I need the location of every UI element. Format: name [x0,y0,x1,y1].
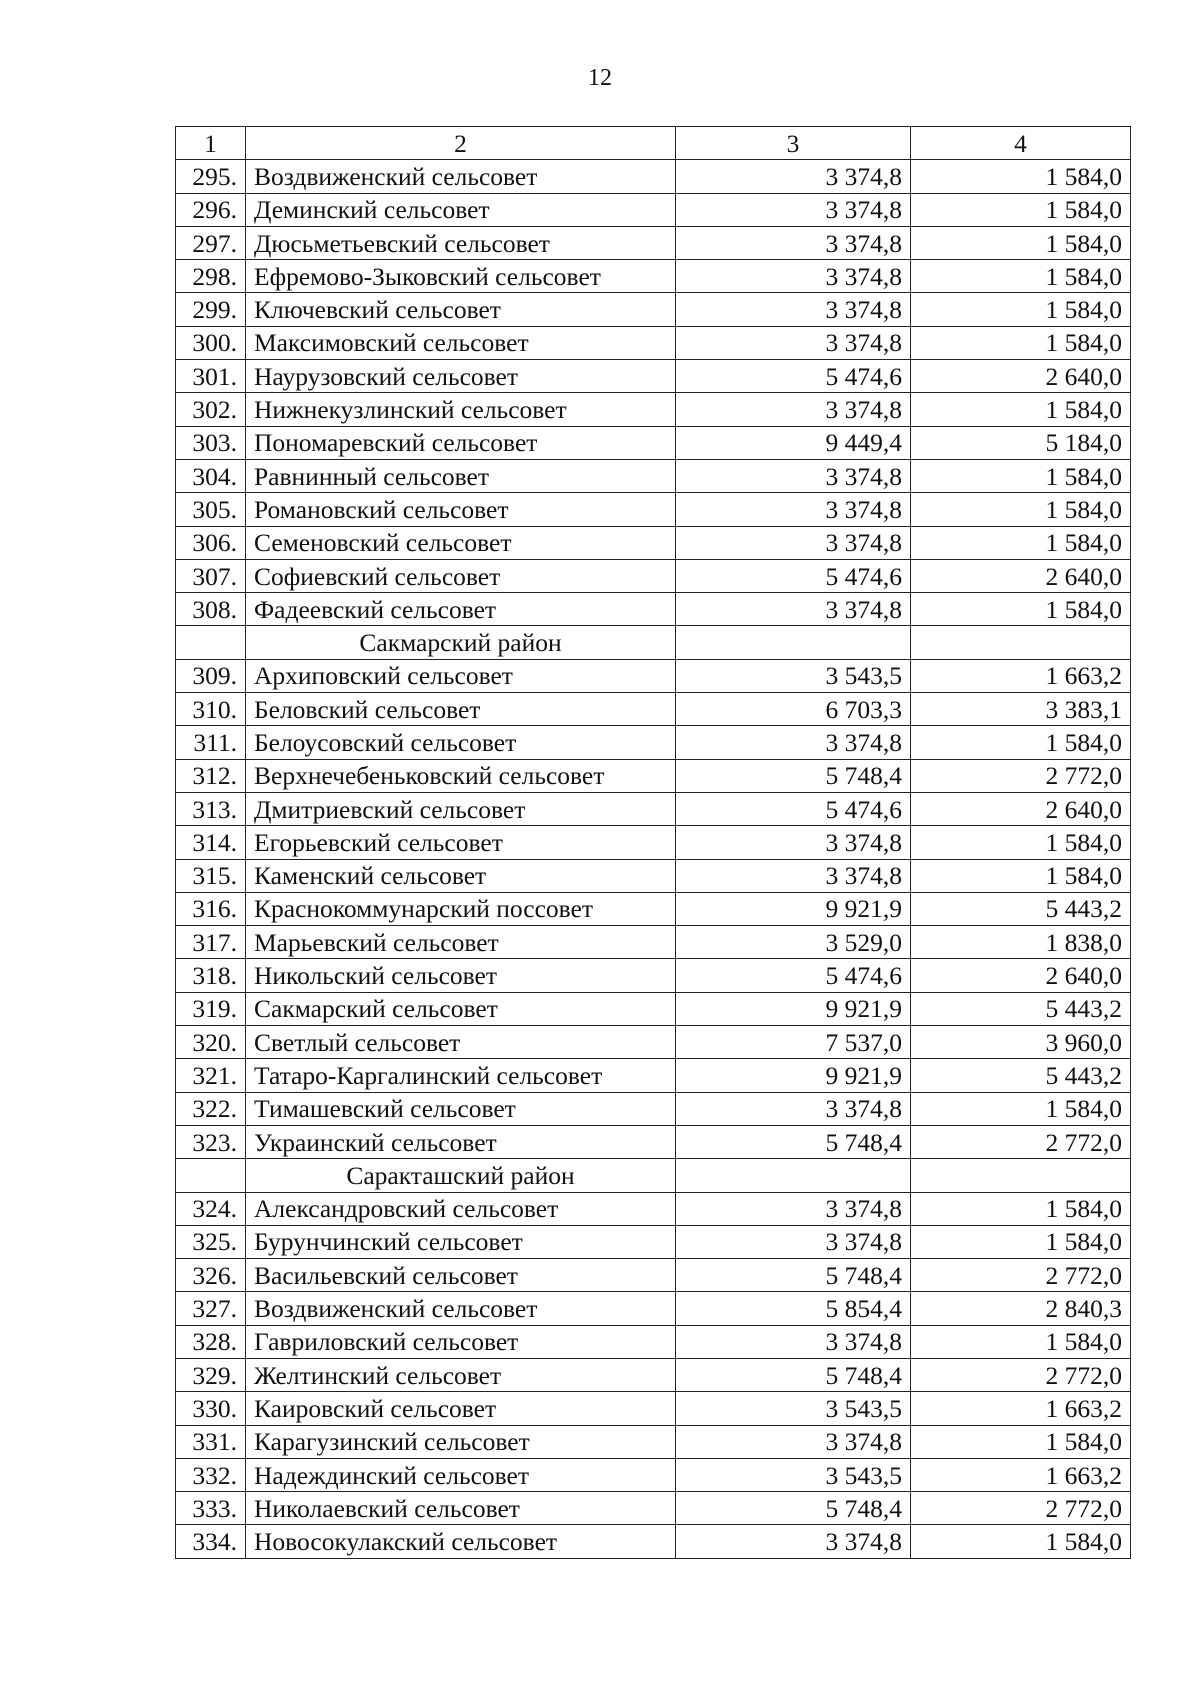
table-row [176,859,1131,892]
value-column-3: 3 374,8 [676,1225,911,1258]
table-row [176,1325,1131,1358]
value-column-3: 5 474,6 [676,559,911,592]
council-name: Васильевский сельсовет [246,1259,676,1292]
row-number: 298. [176,260,246,293]
table-row [176,892,1131,925]
council-name: Николаевский сельсовет [246,1492,676,1525]
table-row [176,1358,1131,1391]
row-number: 305. [176,493,246,526]
row-number: 321. [176,1059,246,1092]
council-name: Ключевский сельсовет [246,293,676,326]
row-number: 304. [176,459,246,492]
district-header-row [176,626,1131,659]
council-name: Нижнекузлинский сельсовет [246,393,676,426]
table-row [176,1092,1131,1125]
value-column-4: 1 584,0 [911,160,1131,193]
council-name: Воздвиженский сельсовет [246,1292,676,1325]
value-column-4: 1 584,0 [911,826,1131,859]
table-row [176,1458,1131,1491]
table-row [176,526,1131,559]
value-column-4: 1 584,0 [911,1192,1131,1225]
table-body [176,127,1131,1559]
table-row [176,1392,1131,1425]
row-number: 311. [176,726,246,759]
table-row [176,1125,1131,1158]
council-name: Тимашевский сельсовет [246,1092,676,1125]
district-empty-cell [676,1159,911,1192]
value-column-3: 5 474,6 [676,360,911,393]
value-column-4: 1 584,0 [911,593,1131,626]
value-column-4: 1 584,0 [911,293,1131,326]
value-column-3: 5 748,4 [676,1358,911,1391]
value-column-3: 3 374,8 [676,293,911,326]
table-row [176,360,1131,393]
row-number: 312. [176,759,246,792]
value-column-4: 2 772,0 [911,1259,1131,1292]
council-name: Надеждинский сельсовет [246,1458,676,1491]
value-column-4: 2 640,0 [911,792,1131,825]
row-number: 333. [176,1492,246,1525]
value-column-3: 3 374,8 [676,859,911,892]
value-column-3: 9 921,9 [676,892,911,925]
row-number: 308. [176,593,246,626]
council-name: Ефремово-Зыковский сельсовет [246,260,676,293]
value-column-4: 1 663,2 [911,659,1131,692]
council-name: Дюсьметьевский сельсовет [246,226,676,259]
row-number: 327. [176,1292,246,1325]
council-name: Фадеевский сельсовет [246,593,676,626]
council-name: Беловский сельсовет [246,693,676,726]
table-row [176,260,1131,293]
value-column-4: 3 383,1 [911,693,1131,726]
table-row [176,160,1131,193]
council-name: Наурузовский сельсовет [246,360,676,393]
table-row [176,226,1131,259]
district-empty-cell [176,1159,246,1192]
table-row [176,1059,1131,1092]
row-number: 306. [176,526,246,559]
value-column-3: 5 748,4 [676,1492,911,1525]
row-number: 295. [176,160,246,193]
council-name: Новосокулакский сельсовет [246,1525,676,1558]
council-name: Софиевский сельсовет [246,559,676,592]
value-column-3: 5 474,6 [676,792,911,825]
table-row [176,1492,1131,1525]
value-column-4: 1 663,2 [911,1458,1131,1491]
row-number: 300. [176,326,246,359]
council-name: Воздвиженский сельсовет [246,160,676,193]
table-row [176,1259,1131,1292]
value-column-3: 3 374,8 [676,393,911,426]
council-name: Никольский сельсовет [246,959,676,992]
value-column-3: 3 529,0 [676,926,911,959]
value-column-4: 1 838,0 [911,926,1131,959]
value-column-4: 1 663,2 [911,1392,1131,1425]
council-name: Гавриловский сельсовет [246,1325,676,1358]
row-number: 317. [176,926,246,959]
district-name: Сакмарский район [246,626,676,659]
council-name: Светлый сельсовет [246,1026,676,1059]
row-number: 328. [176,1325,246,1358]
value-column-4: 2 640,0 [911,959,1131,992]
district-empty-cell [676,626,911,659]
value-column-4: 1 584,0 [911,193,1131,226]
table-row [176,926,1131,959]
value-column-4: 2 640,0 [911,559,1131,592]
council-name: Татаро-Каргалинский сельсовет [246,1059,676,1092]
value-column-4: 5 184,0 [911,426,1131,459]
row-number: 299. [176,293,246,326]
value-column-3: 5 854,4 [676,1292,911,1325]
council-name: Максимовский сельсовет [246,326,676,359]
column-header-1: 1 [176,127,246,160]
table-row [176,959,1131,992]
table-row [176,726,1131,759]
value-column-3: 9 921,9 [676,992,911,1025]
value-column-3: 3 374,8 [676,1425,911,1458]
district-empty-cell [911,1159,1131,1192]
row-number: 332. [176,1458,246,1491]
council-name: Марьевский сельсовет [246,926,676,959]
council-name: Пономаревский сельсовет [246,426,676,459]
table-row [176,792,1131,825]
value-column-3: 3 374,8 [676,526,911,559]
council-name: Романовский сельсовет [246,493,676,526]
value-column-4: 2 840,3 [911,1292,1131,1325]
value-column-3: 3 543,5 [676,1392,911,1425]
value-column-3: 5 748,4 [676,1259,911,1292]
value-column-4: 1 584,0 [911,526,1131,559]
council-name: Карагузинский сельсовет [246,1425,676,1458]
value-column-4: 1 584,0 [911,859,1131,892]
value-column-4: 2 640,0 [911,360,1131,393]
value-column-3: 3 374,8 [676,160,911,193]
row-number: 310. [176,693,246,726]
council-name: Семеновский сельсовет [246,526,676,559]
value-column-4: 1 584,0 [911,260,1131,293]
row-number: 302. [176,393,246,426]
table-row [176,393,1131,426]
table-header-row [176,127,1131,160]
value-column-3: 3 374,8 [676,1192,911,1225]
table-row [176,1026,1131,1059]
row-number: 331. [176,1425,246,1458]
council-name: Каменский сельсовет [246,859,676,892]
column-header-3: 3 [676,127,911,160]
value-column-4: 3 960,0 [911,1026,1131,1059]
row-number: 320. [176,1026,246,1059]
table-row [176,659,1131,692]
value-column-4: 1 584,0 [911,1092,1131,1125]
row-number: 309. [176,659,246,692]
value-column-4: 1 584,0 [911,1425,1131,1458]
value-column-4: 1 584,0 [911,326,1131,359]
value-column-3: 9 449,4 [676,426,911,459]
value-column-3: 3 374,8 [676,193,911,226]
row-number: 296. [176,193,246,226]
value-column-3: 3 374,8 [676,826,911,859]
value-column-3: 3 374,8 [676,326,911,359]
council-name: Краснокоммунарский поссовет [246,892,676,925]
row-number: 323. [176,1125,246,1158]
row-number: 334. [176,1525,246,1558]
row-number: 297. [176,226,246,259]
row-number: 319. [176,992,246,1025]
council-name: Равнинный сельсовет [246,459,676,492]
row-number: 301. [176,360,246,393]
table-row [176,326,1131,359]
value-column-3: 3 374,8 [676,493,911,526]
district-empty-cell [911,626,1131,659]
row-number: 307. [176,559,246,592]
value-column-3: 3 374,8 [676,459,911,492]
value-column-4: 2 772,0 [911,1125,1131,1158]
value-column-3: 3 374,8 [676,593,911,626]
council-name: Дмитриевский сельсовет [246,792,676,825]
value-column-3: 3 543,5 [676,659,911,692]
budget-table [175,126,1131,1559]
table-row [176,559,1131,592]
table-row [176,293,1131,326]
value-column-3: 3 374,8 [676,726,911,759]
page-number: 12 [588,65,612,91]
row-number: 318. [176,959,246,992]
value-column-4: 1 584,0 [911,493,1131,526]
value-column-3: 3 374,8 [676,1525,911,1558]
value-column-4: 1 584,0 [911,726,1131,759]
table-row [176,992,1131,1025]
value-column-3: 3 374,8 [676,226,911,259]
council-name: Верхнечебеньковский сельсовет [246,759,676,792]
council-name: Александровский сельсовет [246,1192,676,1225]
council-name: Белоусовский сельсовет [246,726,676,759]
row-number: 330. [176,1392,246,1425]
value-column-3: 3 374,8 [676,1325,911,1358]
value-column-4: 5 443,2 [911,1059,1131,1092]
column-header-2: 2 [246,127,676,160]
council-name: Егорьевский сельсовет [246,826,676,859]
value-column-4: 5 443,2 [911,992,1131,1025]
value-column-4: 1 584,0 [911,1325,1131,1358]
table-row [176,459,1131,492]
value-column-4: 1 584,0 [911,1525,1131,1558]
row-number: 313. [176,792,246,825]
district-empty-cell [176,626,246,659]
table-row [176,426,1131,459]
row-number: 315. [176,859,246,892]
value-column-4: 2 772,0 [911,1492,1131,1525]
row-number: 325. [176,1225,246,1258]
council-name: Деминский сельсовет [246,193,676,226]
row-number: 329. [176,1358,246,1391]
council-name: Каировский сельсовет [246,1392,676,1425]
table-row [176,193,1131,226]
value-column-3: 9 921,9 [676,1059,911,1092]
district-header-row [176,1159,1131,1192]
table-row [176,1292,1131,1325]
row-number: 324. [176,1192,246,1225]
value-column-3: 5 748,4 [676,759,911,792]
table-row [176,693,1131,726]
council-name: Бурунчинский сельсовет [246,1225,676,1258]
table-row [176,1425,1131,1458]
council-name: Желтинский сельсовет [246,1358,676,1391]
table-row [176,759,1131,792]
value-column-3: 3 543,5 [676,1458,911,1491]
column-header-4: 4 [911,127,1131,160]
row-number: 303. [176,426,246,459]
value-column-3: 3 374,8 [676,260,911,293]
value-column-4: 5 443,2 [911,892,1131,925]
row-number: 322. [176,1092,246,1125]
value-column-4: 2 772,0 [911,759,1131,792]
value-column-4: 2 772,0 [911,1358,1131,1391]
council-name: Сакмарский сельсовет [246,992,676,1025]
district-name: Саракташский район [246,1159,676,1192]
row-number: 316. [176,892,246,925]
table-row [176,1192,1131,1225]
value-column-3: 3 374,8 [676,1092,911,1125]
table-row [176,1225,1131,1258]
value-column-3: 5 474,6 [676,959,911,992]
value-column-3: 7 537,0 [676,1026,911,1059]
table-row [176,493,1131,526]
row-number: 314. [176,826,246,859]
value-column-4: 1 584,0 [911,393,1131,426]
value-column-4: 1 584,0 [911,459,1131,492]
table-row [176,593,1131,626]
value-column-3: 5 748,4 [676,1125,911,1158]
table-row [176,826,1131,859]
council-name: Украинский сельсовет [246,1125,676,1158]
value-column-4: 1 584,0 [911,226,1131,259]
row-number: 326. [176,1259,246,1292]
value-column-3: 6 703,3 [676,693,911,726]
table-row [176,1525,1131,1558]
value-column-4: 1 584,0 [911,1225,1131,1258]
council-name: Архиповский сельсовет [246,659,676,692]
